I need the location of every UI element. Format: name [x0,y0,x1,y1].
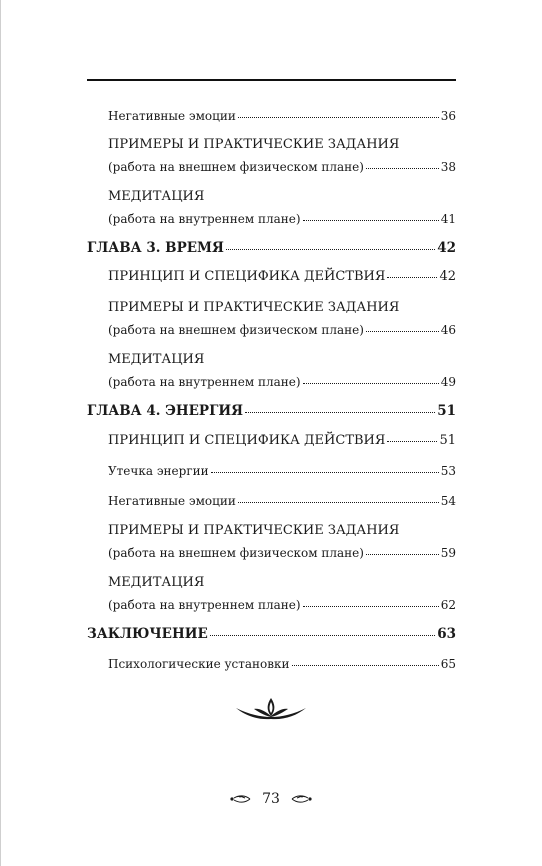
dot-leader [226,248,435,250]
dot-leader [292,664,439,666]
toc-entry-label: (работа на внешнем физическом плане) [108,546,364,560]
toc-entry[interactable] [108,655,456,673]
dot-leader [303,219,439,221]
lotus-ornament-icon [232,694,310,724]
dot-leader [211,471,439,473]
flourish-icon [290,792,314,806]
toc-section-heading[interactable]: МЕДИТАЦИЯ [108,575,205,590]
toc-entry[interactable] [108,321,456,339]
toc-entry[interactable] [108,107,456,125]
toc-chapter-page: 51 [437,403,456,419]
toc-entry-label: (работа на внешнем физическом плане) [108,160,364,174]
flourish-icon [228,792,252,806]
top-rule [87,79,456,81]
dot-leader [387,276,437,278]
dot-leader [238,501,439,503]
toc-entry-label: ПРИНЦИП И СПЕЦИФИКА ДЕЙСТВИЯ [108,269,386,284]
toc-entry-page: 38 [440,160,456,174]
toc-entry[interactable] [108,158,456,176]
toc-entry-label: Негативные эмоции [108,494,236,508]
toc-entry[interactable] [108,210,456,228]
page-edge [0,0,1,866]
toc-entry-label: Психологические установки [108,657,290,671]
dot-leader [238,116,439,118]
toc-chapter-label: ГЛАВА 3. ВРЕМЯ [87,240,224,256]
dot-leader [366,553,439,555]
toc-entry[interactable] [108,544,456,562]
dot-leader [366,330,439,332]
toc-entry[interactable] [108,462,456,480]
toc-chapter-page: 63 [437,626,456,642]
dot-leader [245,411,435,413]
toc-section-heading[interactable]: МЕДИТАЦИЯ [108,352,205,367]
toc-entry-label: (работа на внутреннем плане) [108,212,301,226]
page-number: 73 [262,791,280,807]
page-footer [0,790,542,810]
toc-entry-page: 46 [440,323,456,337]
toc-entry-page: 36 [440,109,456,123]
toc-entry-page: 42 [439,269,456,284]
toc-entry[interactable] [108,373,456,391]
toc-entry-label: ПРИНЦИП И СПЕЦИФИКА ДЕЙСТВИЯ [108,433,386,448]
toc-entry-label: (работа на внутреннем плане) [108,375,301,389]
dot-leader [210,634,435,636]
dot-leader [303,605,439,607]
toc-entry-page: 59 [440,546,456,560]
toc-entry-label: Утечка энергии [108,464,209,478]
toc-entry-page: 53 [440,464,456,478]
toc-section-heading[interactable]: ПРИМЕРЫ И ПРАКТИЧЕСКИЕ ЗАДАНИЯ [108,137,400,152]
toc-chapter-label: ЗАКЛЮЧЕНИЕ [87,626,208,642]
toc-chapter-page: 42 [437,240,456,256]
toc-entry-page: 54 [440,494,456,508]
toc-section-heading[interactable]: ПРИМЕРЫ И ПРАКТИЧЕСКИЕ ЗАДАНИЯ [108,523,400,538]
toc-entry[interactable] [108,432,456,450]
toc-section-heading[interactable]: ПРИМЕРЫ И ПРАКТИЧЕСКИЕ ЗАДАНИЯ [108,300,400,315]
toc-entry-page: 65 [440,657,456,671]
dot-leader [366,167,439,169]
toc-chapter-label: ГЛАВА 4. ЭНЕРГИЯ [87,403,244,419]
toc-chapter[interactable] [87,239,456,257]
toc-section-heading[interactable]: МЕДИТАЦИЯ [108,189,205,204]
dot-leader [303,382,439,384]
toc-entry[interactable] [108,596,456,614]
toc-entry[interactable] [108,268,456,286]
toc-entry-page: 62 [440,598,456,612]
toc-entry-label: Негативные эмоции [108,109,236,123]
toc-entry-label: (работа на внешнем физическом плане) [108,323,364,337]
toc-entry-page: 41 [440,212,456,226]
toc-chapter[interactable] [87,402,456,420]
dot-leader [387,440,437,442]
toc-entry-page: 49 [440,375,456,389]
toc-chapter[interactable] [87,625,456,643]
toc-entry-label: (работа на внутреннем плане) [108,598,301,612]
toc-entry-page: 51 [439,433,456,448]
toc-entry[interactable] [108,492,456,510]
